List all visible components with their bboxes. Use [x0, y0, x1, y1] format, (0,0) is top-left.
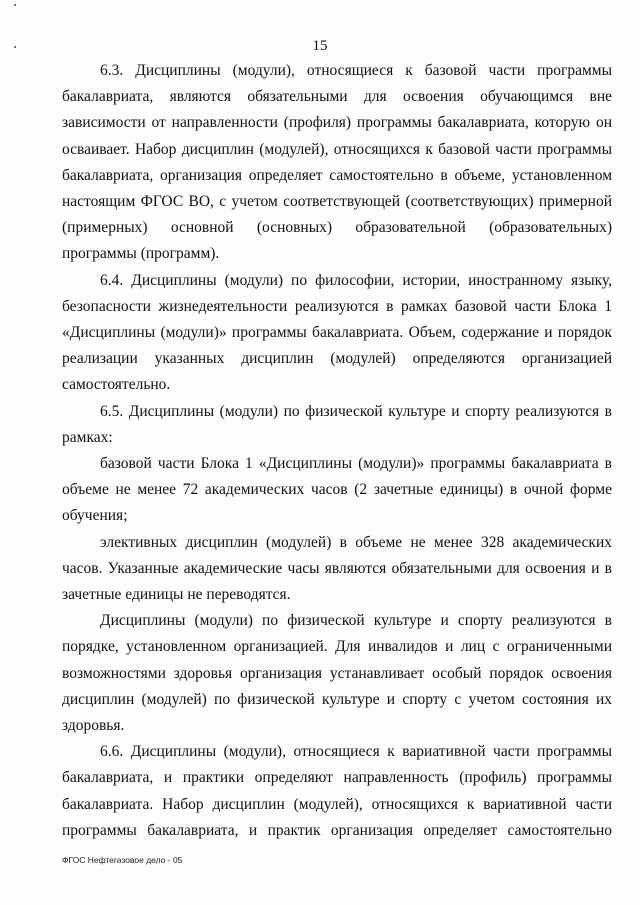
paragraph-6-4: 6.4. Дисциплины (модули) по философии, истории, иностранному языку, безопасности жизнедеятельности реализуются в рамках базовой части Блока 1 «Дисциплины (модули)» программы бакалавриата. Объем, содержание и порядок реализации указанных дисциплин (модулей) определяются организацией самостоятельно.	[62, 271, 612, 394]
document-body	[62, 58, 612, 844]
paragraph-6-3: 6.3. Дисциплины (модули), относящиеся к базовой части программы бакалавриата, являются обязательными для освоения обучающимся вне зависимости от направленности (профиля) программы бакалавриата, которую он осваивает. Набор дисциплин (модулей), относящихся к базовой части программы бакалавриата, организация определяет самостоятельно в объеме, установленном настоящим ФГОС ВО, с учетом соответствующей (соответствующих) примерной (примерных) основной (основных) образовательной (образовательных) программы (программ).	[62, 62, 612, 263]
paragraph-6-5: 6.5. Дисциплины (модули) по физической культуре и спорту реализуются в рамках:	[62, 402, 612, 446]
page-number: 15	[312, 38, 328, 54]
paragraph-6-6: 6.6. Дисциплины (модули), относящиеся к вариативной части программы бакалавриата, и практики определяют направленность (профиль) программы бакалавриата. Набор дисциплин (модулей), относящихся к вариативной части программы бакалавриата, и практик организация определяет самостоятельно	[62, 743, 612, 839]
paragraph-6-5-note: Дисциплины (модули) по физической культуре и спорту реализуются в порядке, установленном организацией. Для инвалидов и лиц с ограниченными возможностями здоровья организация устанавливает особый порядок освоения дисциплин (модулей) по физической культуре и спорту с учетом состояния их здоровья.	[62, 612, 612, 735]
paragraph-6-5-item-2: элективных дисциплин (модулей) в объеме не менее 328 академических часов. Указанные академические часы являются обязательными для освоения и в зачетные единицы не переводятся.	[62, 533, 612, 604]
document-footer: ФГОС Нефтегазовое дело - 05	[62, 855, 183, 865]
paragraph-6-5-item-1: базовой части Блока 1 «Дисциплины (модули)» программы бакалавриата в объеме не менее 72 академических часов (2 зачетные единицы) в очной форме обучения;	[62, 455, 612, 525]
scan-speck	[14, 4, 16, 6]
